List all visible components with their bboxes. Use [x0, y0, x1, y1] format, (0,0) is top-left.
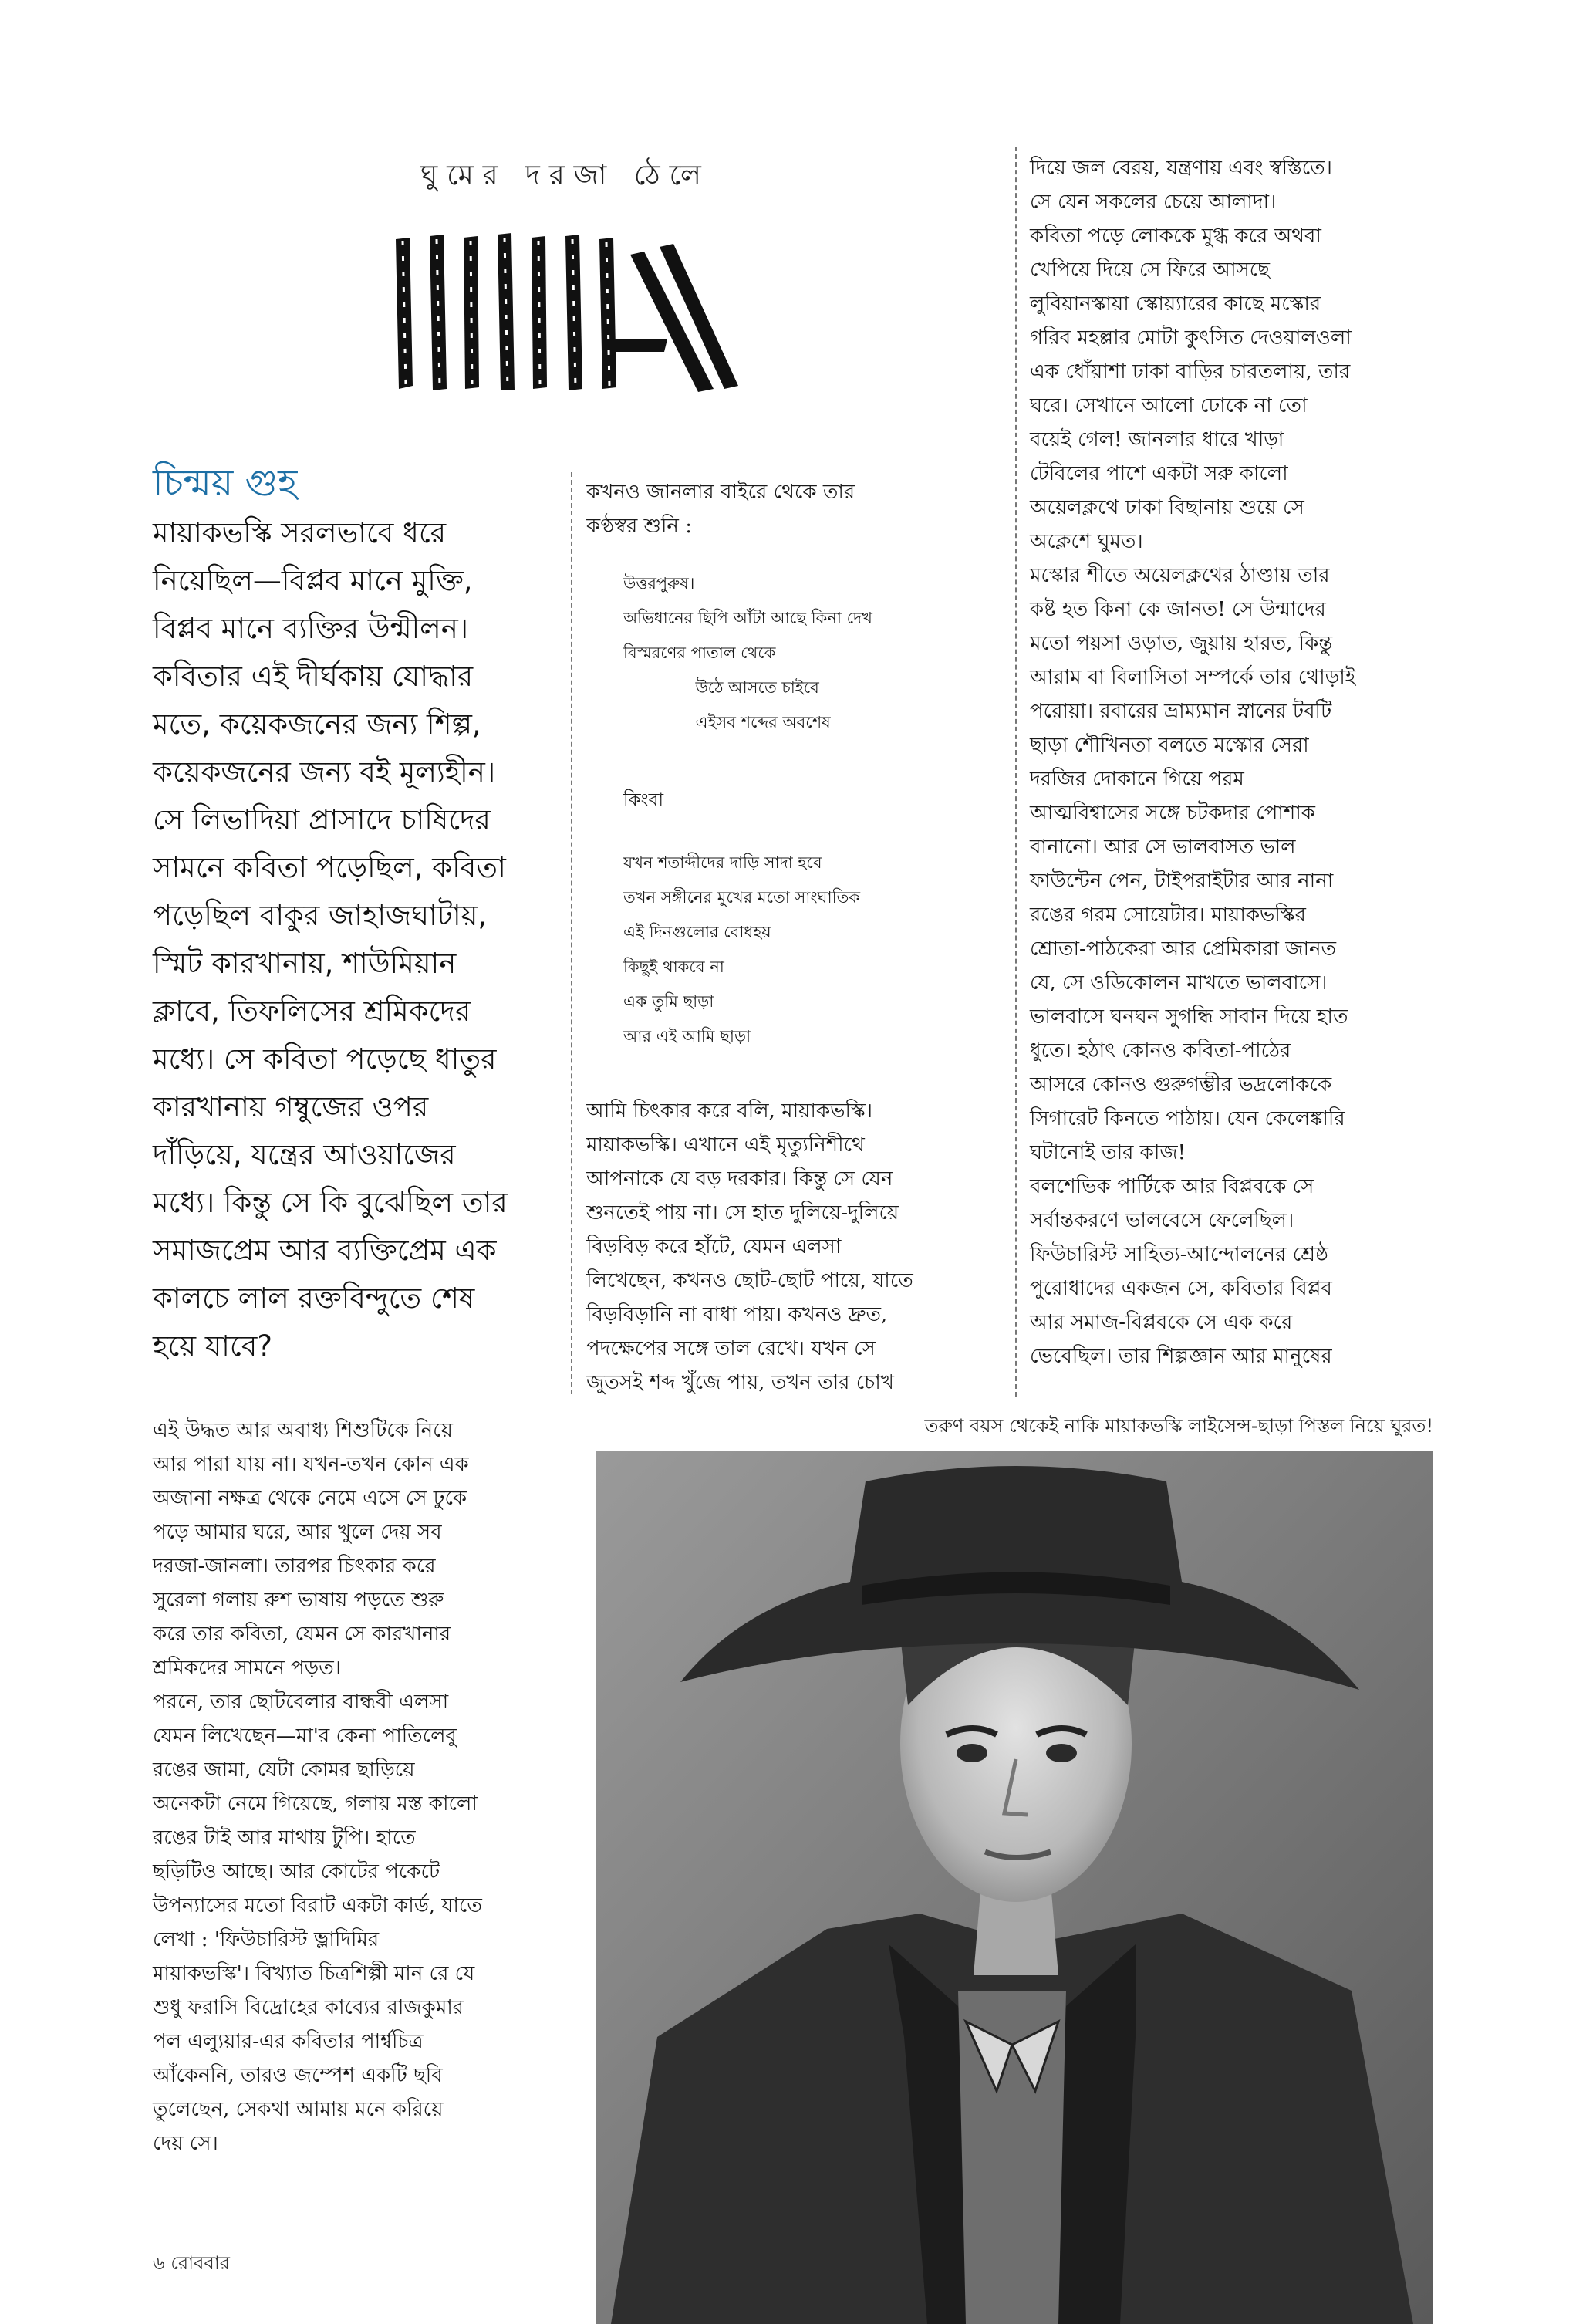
column-3-body: দিয়ে জল বেরয়, যন্ত্রণায় এবং স্বস্তিতে। সে যেন সকলের চেয়ে আলাদা। কবিতা পড়ে লোককে মুগ্ধ করে অথবা খেপিয়ে দিয়ে সে ফিরে আসছে লুবিয়ানস্কায়া স্কোয়্যারের কাছে মস্কোর গরিব মহল্লার মোটা কুৎসিত দেওয়ালওলা এক ধোঁয়াশা ঢাকা বাড়ির চারতলায়, তার ঘরে। সেখানে আলো ঢোকে না তো বয়েই গেল! জানলার ধারে খাড়া টেবিলের পাশে একটা সরু কালো অয়েলক্লথে ঢাকা বিছানায় শুয়ে সে অক্লেশে ঘুমত। মস্কোর শীতে অয়েলক্লথের ঠাণ্ডায় তার কষ্ট হত কিনা কে জানত! সে উন্মাদের মতো পয়সা ওড়াত, জুয়ায় হারত, কিন্তু আরাম বা বিলাসিতা সম্পর্কে তার থোড়াই পরোয়া। রবারের ভ্রাম্যমান স্নানের টবটি ছাড়া শৌখিনতা বলতে মস্কোর সেরা দরজির দোকানে গিয়ে পরম আত্মবিশ্বাসের সঙ্গে চটকদার পোশাক বানানো। আর সে ভালবাসত ভাল ফাউন্টেন পেন, টাইপরাইটার আর নানা রঙের গরম সোয়েটার। মায়াকভস্কির শ্রোতা-পাঠকেরা আর প্রেমিকারা জানত যে, সে ওডিকোলন মাখতে ভালবাসে। ভালবাসে ঘনঘন সুগন্ধি সাবান দিয়ে হাত ধুতে। হঠাৎ কোনও কবিতা-পাঠের আসরে কোনও গুরুগম্ভীর ভদ্রলোককে সিগারেট কিনতে পাঠায়। যেন কেলেঙ্কারি ঘটানোই তার কাজ! বলশেভিক পার্টিকে আর বিপ্লবকে সে সর্বান্তকরণে ভালবেসে ফেলেছিল। ফিউচারিস্ট সাহিত্য-আন্দোলনের শ্রেষ্ঠ পুরোধাদের একজন সে, কবিতার বিপ্লব আর সমাজ-বিপ্লবকে সে এক করে ভেবেছিল। তার শিল্পজ্ঞান আর মানুষের	[1030, 157, 1356, 1368]
lede-paragraph: মায়াকভস্কি সরলভাবে ধরে নিয়েছিল—বিপ্লব মানে মুক্তি, বিপ্লব মানে ব্যক্তির উন্মীলন। কবিতার এই দীর্ঘকায় যোদ্ধার মতে, কয়েকজনের জন্য শিল্প, কয়েকজনের জন্য বই মূল্যহীন। সে লিভাদিয়া প্রাসাদে চাষিদের সামনে কবিতা পড়েছিল, কবিতা পড়েছিল বাকুর জাহাজঘাটায়, স্মিট কারখানায়, শাউমিয়ান ক্লাবে, তিফলিসের শ্রমিকদের মধ্যে। সে কবিতা পড়েছে ধাতুর কারখানায় গম্বুজের ওপর দাঁড়িয়ে, যন্ত্রের আওয়াজের মধ্যে। কিন্তু সে কি বুঝেছিল তার সমাজপ্রেম আর ব্যক্তিপ্রেম এক কালচে লাল রক্তবিন্দুতে শেষ হয়ে যাবে?	[153, 516, 508, 1363]
portrait-photo	[596, 1451, 1433, 2324]
byline-author: চিন্ময় গুহ	[153, 461, 298, 505]
page-folio: ৬ রোববার	[153, 2252, 231, 2274]
photo-caption: তরুণ বয়স থেকেই নাকি মায়াকভস্কি লাইসেন্স-ছাড়া পিস্তল নিয়ে ঘুরত!	[924, 1415, 1433, 1437]
poem-excerpt-1: উত্তরপুরুষ। অভিধানের ছিপি আঁটা আছে কিনা দেখ বিস্মরণের পাতাল থেকে উঠে আসতে চাইবে এইসব শব্দের অবশেষ	[623, 574, 872, 731]
column-2-intro: কখনও জানলার বাইরে থেকে তার কণ্ঠস্বর শুনি :	[586, 481, 855, 538]
column-divider	[571, 472, 572, 1394]
column-2-body: আমি চিৎকার করে বলি, মায়াকভস্কি। মায়াকভস্কি। এখানে এই মৃত্যুনিশীথে আপনাকে যে বড় দরকার। কিন্তু সে যেন শুনতেই পায় না। সে হাত দুলিয়ে-দুলিয়ে বিড়বিড় করে হাঁটে, যেমন এলসা লিখেছেন, কখনও ছোট-ছোট পায়ে, যাতে বিড়বিড়ানি না বাধা পায়। কখনও দ্রুত, পদক্ষেপের সঙ্গে তাল রেখে। যখন সে জুতসই শব্দ খুঁজে পায়, তখন তার চোখ	[586, 1100, 913, 1394]
section-kicker: ঘুমের দরজা ঠেলে	[420, 160, 710, 191]
masthead-logo	[390, 224, 744, 401]
column-divider	[1015, 147, 1017, 1397]
portrait-illustration	[596, 1451, 1433, 2324]
poem-excerpt-2: যখন শতাব্দীদের দাড়ি সাদা হবে তখন সঙ্গীনের মুখের মতো সাংঘাতিক এই দিনগুলোর বোধহয় কিছুই থাকবে না এক তুমি ছাড়া আর এই আমি ছাড়া	[623, 853, 861, 1045]
poem-separator: কিংবা	[623, 790, 664, 810]
column-1-body: এই উদ্ধত আর অবাধ্য শিশুটিকে নিয়ে আর পারা যায় না। যখন-তখন কোন এক অজানা নক্ষত্র থেকে নেমে এসে সে ঢুকে পড়ে আমার ঘরে, আর খুলে দেয় সব দরজা-জানলা। তারপর চিৎকার করে সুরেলা গলায় রুশ ভাষায় পড়তে শুরু করে তার কবিতা, যেমন সে কারখানার শ্রমিকদের সামনে পড়ত। পরনে, তার ছোটবেলার বান্ধবী এলসা যেমন লিখেছেন—মা'র কেনা পাতিলেবু রঙের জামা, যেটা কোমর ছাড়িয়ে অনেকটা নেমে গিয়েছে, গলায় মস্ত কালো রঙের টাই আর মাথায় টুপি। হাতে ছড়িটিও আছে। আর কোটের পকেটে উপন্যাসের মতো বিরাট একটা কার্ড, যাতে লেখা : 'ফিউচারিস্ট ভ্লাদিমির মায়াকভস্কি'। বিখ্যাত চিত্রশিল্পী মান রে যে শুধু ফরাসি বিদ্রোহের কাব্যের রাজকুমার পল এল্যুয়ার-এর কবিতার পার্শ্বচিত্র আঁকেননি, তারও জম্পেশ একটি ছবি তুলেছেন, সেকথা আমায় মনে করিয়ে দেয় সে।	[153, 1419, 482, 2155]
